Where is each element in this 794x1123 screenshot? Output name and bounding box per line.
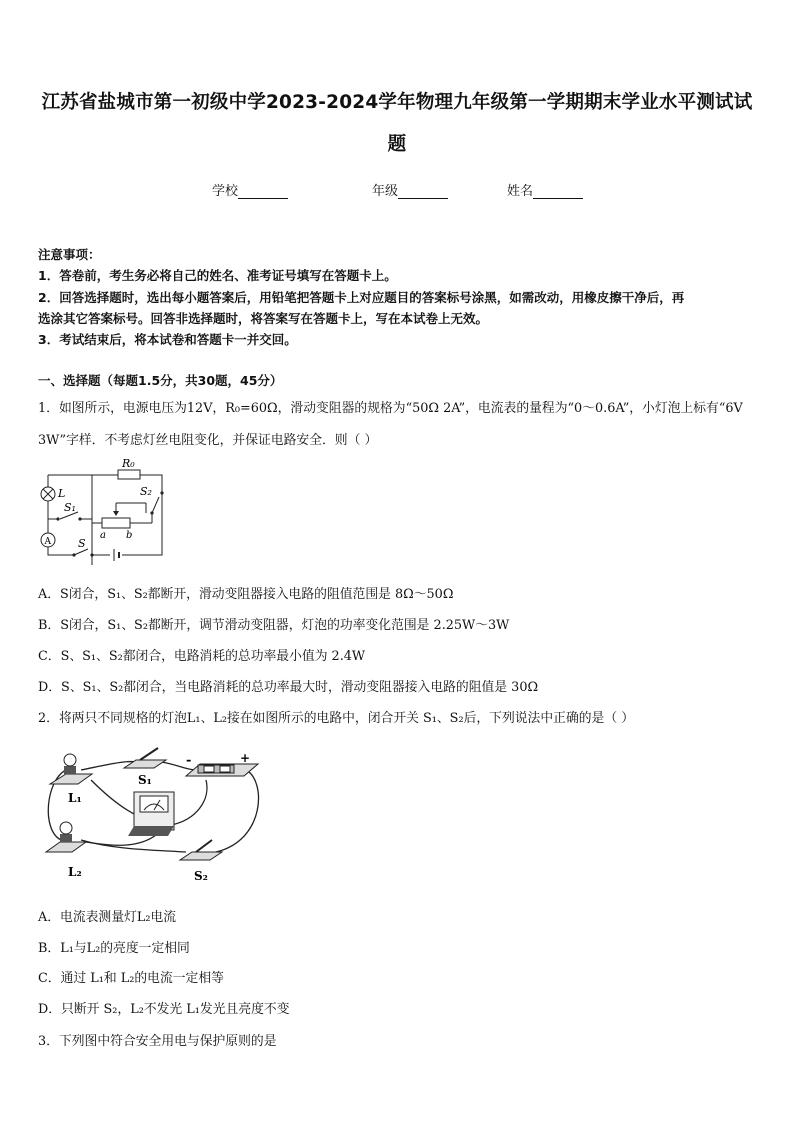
school-blank[interactable] [238, 186, 288, 199]
name-blank[interactable] [533, 186, 583, 199]
label-a: a [100, 530, 106, 541]
note-item-2: 2．回答选择题时，选出每小题答案后，用铅笔把答题卡上对应题目的答案标号涂黑，如需改动，用橡皮擦干净后，再 [38, 290, 685, 305]
label-r0: R₀ [122, 457, 135, 470]
q2-option-d[interactable]: D．只断开 S₂，L₂不发光 L₁发光且亮度不变 [38, 1002, 290, 1017]
switch-s1-icon [124, 748, 166, 768]
name-label: 姓名 [507, 184, 534, 199]
label-s2: S₂ [194, 869, 208, 883]
q1-option-b[interactable]: B．S闭合，S₁、S₂都断开，调节滑动变阻器，灯泡的功率变化范围是 2.25W～3W [38, 618, 510, 633]
rheostat-slider-arrow [113, 511, 119, 516]
page-title-line-2: 题 [387, 134, 407, 155]
ammeter-icon [128, 792, 174, 836]
label-l1: L₁ [68, 791, 82, 805]
q2-option-b[interactable]: B．L₁与L₂的亮度一定相同 [38, 941, 190, 956]
q2-stem: 2．将两只不同规格的灯泡L₁、L₂接在如图所示的电路中，闭合开关 S₁、S₂后，下列说法中正确的是（ ） [38, 711, 634, 726]
note-item-2-cont: 选涂其它答案标号。回答非选择题时，将答案写在答题卡上，写在本试卷上无效。 [38, 311, 489, 326]
label-s1: S₁ [64, 501, 76, 514]
section-heading: 一、选择题（每题1.5分，共30题，45分） [38, 373, 283, 388]
grade-blank[interactable] [398, 186, 448, 199]
q1-stem-line-2: 3W”字样．不考虑灯丝电阻变化，并保证电路安全．则（ ） [38, 433, 378, 448]
label-s: S [78, 537, 86, 550]
q1-stem-line-1: 1．如图所示，电源电压为12V，R₀=60Ω，滑动变阻器的规格为“50Ω 2A”，电流表的量程为“0～0.6A”，小灯泡上标有“6V [38, 401, 743, 416]
school-label: 学校 [212, 184, 239, 199]
label-minus: - [186, 753, 192, 768]
page-title-line-1: 江苏省盐城市第一初级中学2023-2024学年物理九年级第一学期期末学业水平测试试 [41, 92, 753, 113]
notes-heading: 注意事项： [38, 247, 101, 262]
grade-label: 年级 [372, 184, 399, 199]
name-field[interactable] [507, 180, 583, 199]
label-l: L [58, 487, 66, 500]
label-s1: S₁ [138, 773, 152, 787]
q2-option-c[interactable]: C．通过 L₁和 L₂的电流一定相等 [38, 971, 224, 986]
grade-field[interactable] [372, 180, 448, 199]
q1-option-d[interactable]: D．S、S₁、S₂都闭合，当电路消耗的总功率最大时，滑动变阻器接入电路的阻值是 30Ω [38, 680, 539, 695]
q2-option-a[interactable]: A．电流表测量灯L₂电流 [38, 910, 177, 925]
label-l2: L₂ [68, 865, 82, 879]
label-b: b [126, 530, 133, 541]
lamp-icon [41, 487, 55, 501]
q1-option-c[interactable]: C．S、S₁、S₂都闭合，电路消耗的总功率最小值为 2.4W [38, 649, 366, 664]
lamp-l2-icon [46, 822, 86, 852]
q1-option-a[interactable]: A．S闭合，S₁、S₂都断开，滑动变阻器接入电路的阻值范围是 8Ω～50Ω [38, 587, 454, 602]
switch-s2-icon [180, 840, 222, 860]
q2-circuit-photo [36, 740, 268, 885]
label-plus: + [240, 751, 251, 765]
label-ammeter: A [44, 537, 51, 547]
school-field[interactable] [212, 180, 288, 199]
q3-stem: 3．下列图中符合安全用电与保护原则的是 [38, 1034, 277, 1049]
battery-icon [186, 764, 258, 776]
label-s2: S₂ [140, 485, 152, 498]
note-item-1: 1．答卷前，考生务必将自己的姓名、准考证号填写在答题卡上。 [38, 268, 397, 283]
q1-circuit-diagram [34, 455, 169, 570]
note-item-3: 3．考试结束后，将本试卷和答题卡一并交回。 [38, 332, 297, 347]
